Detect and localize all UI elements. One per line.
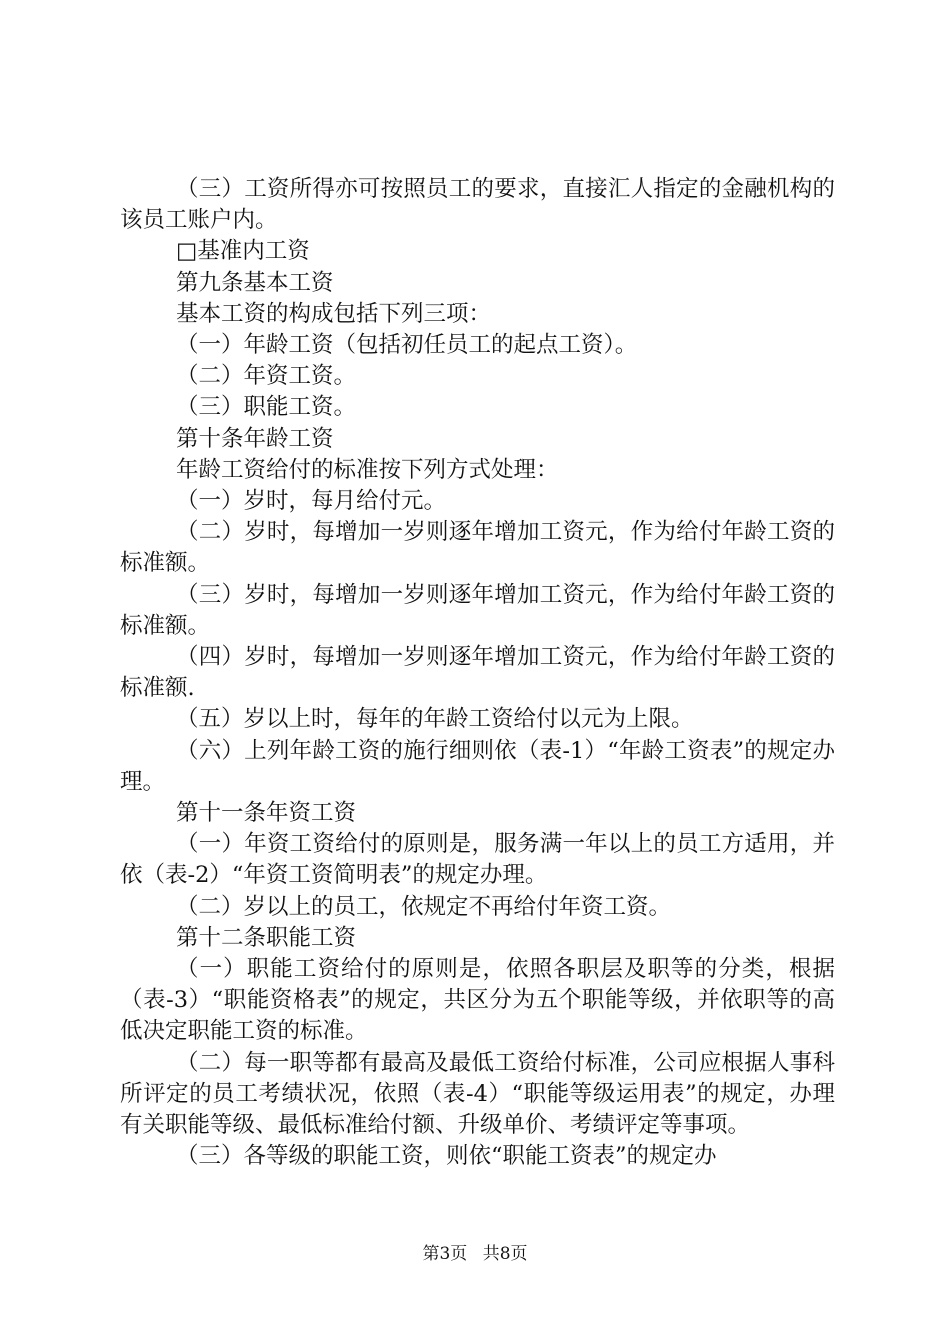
- age-rule-6: （六）上列年龄工资的施行细则依（表-1）“年龄工资表”的规定办理。: [120, 737, 835, 795]
- article-10-heading: 第十条年龄工资: [176, 425, 334, 452]
- seniority-rule-1: （一）年资工资给付的原则是，服务满一年以上的员工方适用，并依（表-2）“年资工资简明表”的规定办理。: [120, 831, 835, 889]
- paragraph-salary-transfer: （三）工资所得亦可按照员工的要求，直接汇人指定的金融机构的该员工账户内。: [120, 176, 835, 234]
- function-rule-3: （三）各等级的职能工资，则依“职能工资表”的规定办: [176, 1143, 717, 1170]
- paragraph-base-salary-composition: 基本工资的构成包括下列三项：: [176, 300, 492, 327]
- function-rule-2: （二）每一职等都有最高及最低工资给付标准，公司应根据人事科所评定的员工考绩状况，依照（表-4）“职能等级运用表”的规定，办理有关职能等级、最低标准给付额、升级单价、考绩评定等事项。: [120, 1049, 835, 1139]
- list-item-age-salary: （一）年龄工资（包括初任员工的起点工资）。: [176, 332, 638, 359]
- age-rule-5: （五）岁以上时，每年的年龄工资给付以元为上限。: [176, 706, 694, 733]
- page-footer: [0, 1243, 950, 1265]
- article-9-heading: 第九条基本工资: [176, 269, 334, 296]
- list-item-function-salary: （三）职能工资。: [176, 394, 357, 421]
- article-12-heading: 第十二条职能工资: [176, 924, 357, 951]
- age-rule-4: （四）岁时，每增加一岁则逐年增加工资元，作为给付年龄工资的标准额.: [120, 644, 835, 702]
- age-rule-3: （三）岁时，每增加一岁则逐年增加工资元，作为给付年龄工资的标准额。: [120, 581, 835, 639]
- article-11-heading: 第十一条年资工资: [176, 800, 357, 827]
- page-total: 共8页: [482, 1244, 528, 1264]
- list-item-seniority-salary: （二）年资工资。: [176, 363, 357, 390]
- function-rule-1: （一）职能工资给付的原则是，依照各职层及职等的分类，根据（表-3）“职能资格表”的规定，共区分为五个职能等级，并依职等的高低决定职能工资的标准。: [120, 956, 835, 1045]
- age-rule-2: （二）岁时，每增加一岁则逐年增加工资元，作为给付年龄工资的标准额。: [120, 519, 835, 577]
- age-rule-1: （一）岁时，每月给付元。: [176, 488, 447, 515]
- page-number: 第3页: [422, 1244, 468, 1264]
- document-body: [120, 174, 835, 1173]
- section-heading-base-salary: □基准内工资: [176, 238, 310, 265]
- seniority-rule-2: （二）岁以上的员工，依规定不再给付年资工资。: [176, 893, 672, 920]
- paragraph-age-salary-standard: 年龄工资给付的标准按下列方式处理：: [176, 456, 559, 483]
